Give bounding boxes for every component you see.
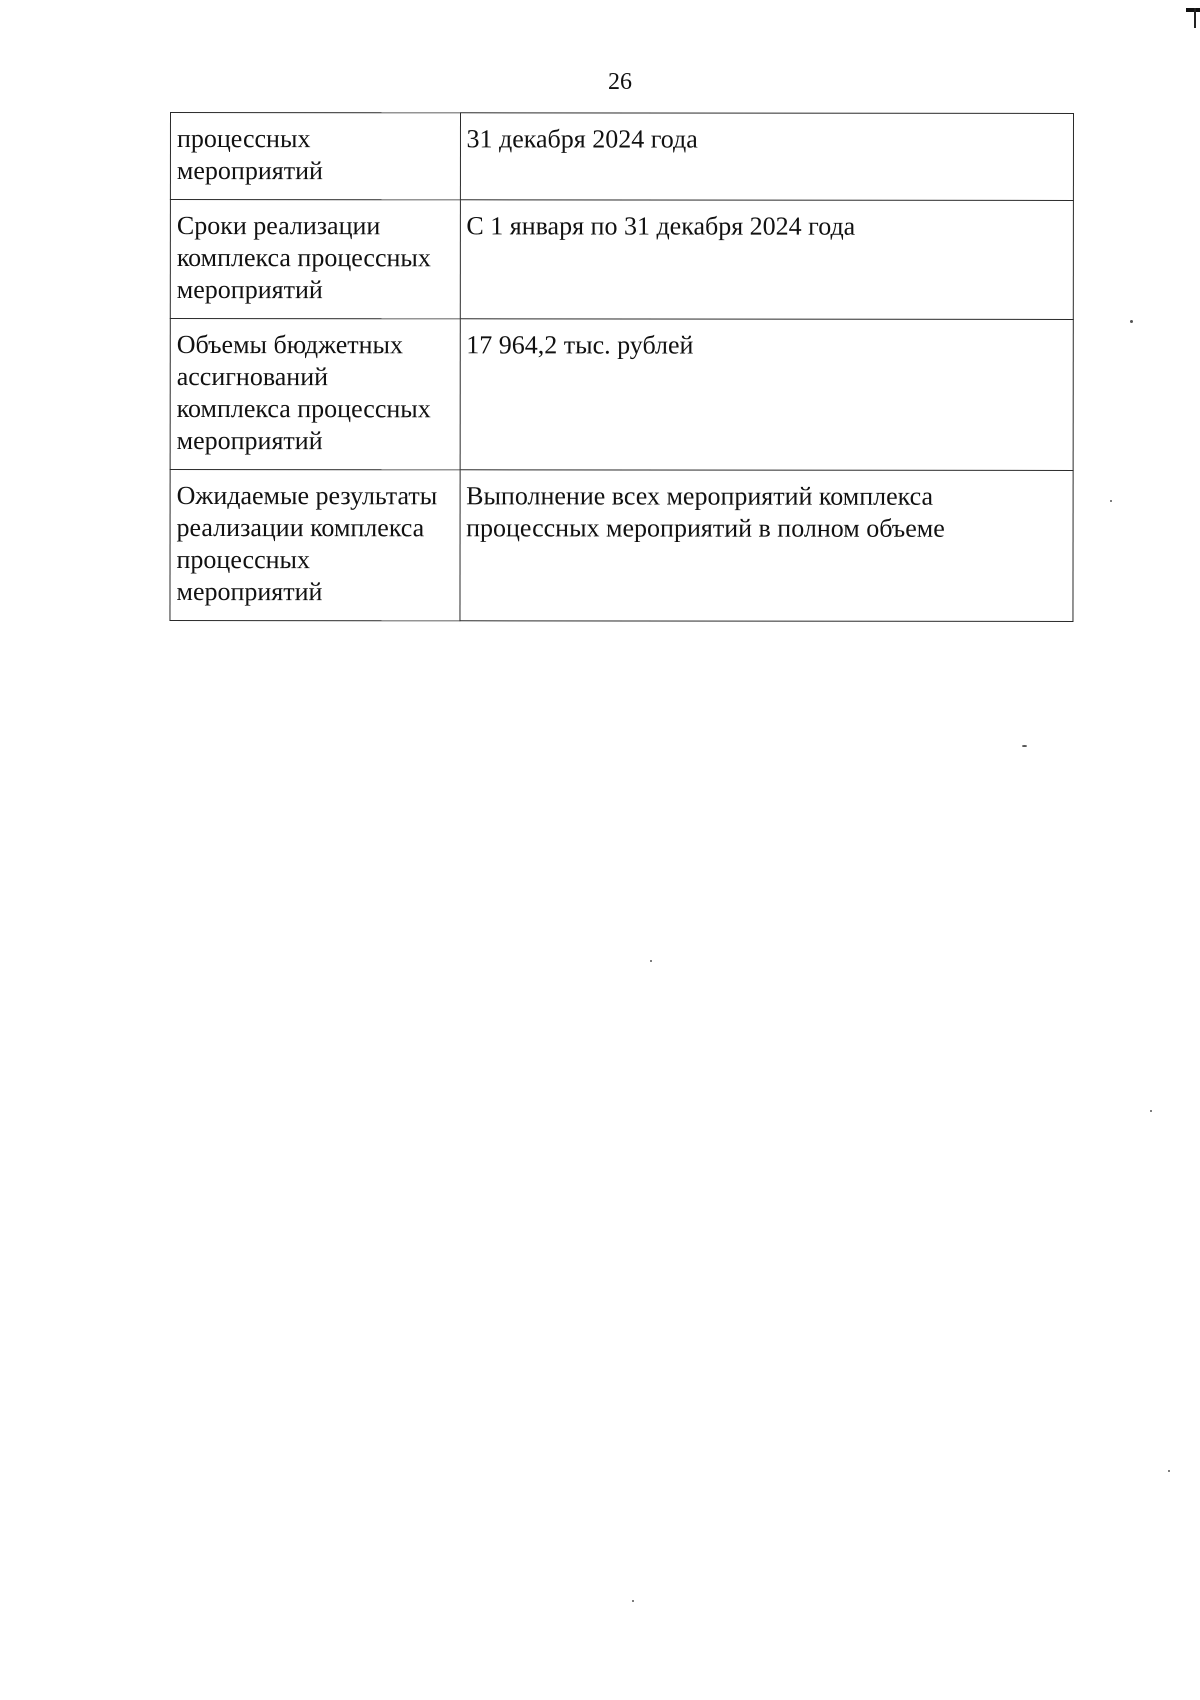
scan-speck xyxy=(650,960,652,962)
scan-speck xyxy=(1022,745,1027,747)
table-row xyxy=(170,200,1073,320)
scan-speck xyxy=(632,1600,634,1602)
row-value: 17 964,2 тыс. рублей xyxy=(466,330,694,360)
scan-corner-mark xyxy=(1194,8,1196,28)
row-label: Сроки реализации комплекса процессных мероприятий xyxy=(176,211,431,305)
table-cell-value xyxy=(460,319,1074,471)
table-row xyxy=(170,113,1073,201)
table-cell-value xyxy=(460,200,1074,320)
row-label: Ожидаемые результаты реализации комплекса процессных мероприятий xyxy=(176,481,438,607)
table-cell-label xyxy=(170,113,460,200)
table-row xyxy=(170,470,1073,622)
page-number: 26 xyxy=(608,69,632,95)
table-cell-label xyxy=(170,200,460,319)
table-cell-label xyxy=(170,319,460,470)
scan-corner-mark xyxy=(1186,8,1200,12)
row-value: С 1 января по 31 декабря 2024 года xyxy=(466,211,856,241)
scan-speck xyxy=(1130,320,1133,323)
row-label: Объемы бюджетных ассигнований комплекса процессных мероприятий xyxy=(176,330,431,456)
table-row xyxy=(170,319,1073,471)
scan-speck xyxy=(1110,500,1112,502)
row-value: Выполнение всех мероприятий комплекса процессных мероприятий в полном объеме xyxy=(466,481,945,543)
table-cell-value xyxy=(460,113,1074,201)
row-value: 31 декабря 2024 года xyxy=(466,124,698,154)
scan-speck xyxy=(1168,1470,1170,1472)
table-cell-value xyxy=(459,470,1073,622)
scan-speck xyxy=(1150,1110,1152,1112)
passport-table xyxy=(169,112,1074,622)
table-cell-label xyxy=(170,470,460,621)
row-label: процессных мероприятий xyxy=(176,124,323,186)
